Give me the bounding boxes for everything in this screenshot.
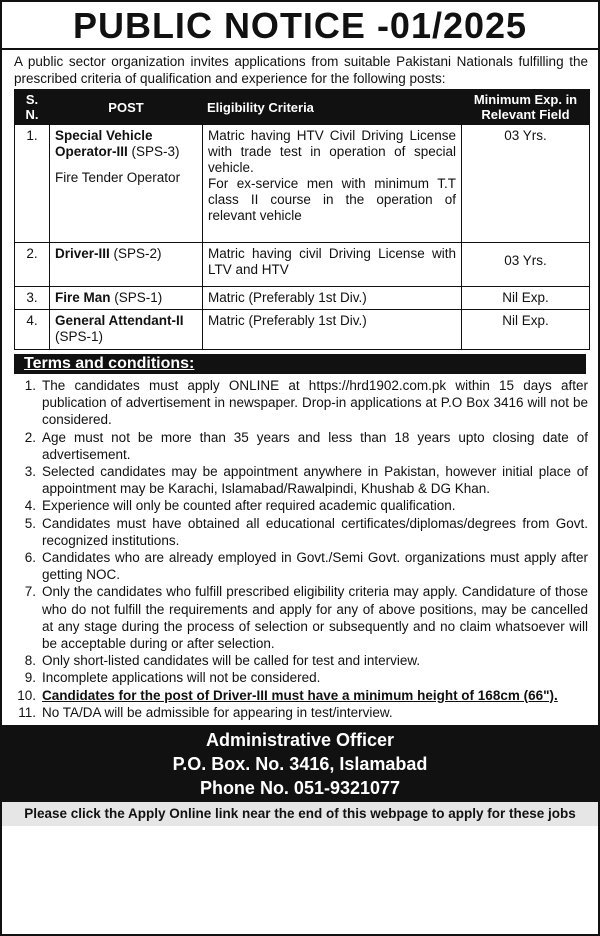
header-experience: Minimum Exp. in Relevant Field [462, 90, 590, 125]
post-subtitle: Fire Tender Operator [55, 170, 181, 185]
item-text: Candidates must have obtained all educational certificates/diplomas/degrees from Govt. recognized institutions. [42, 515, 588, 548]
item-text: Experience will only be counted after required academic qualification. [42, 498, 456, 514]
table-row [15, 287, 590, 310]
list-item [14, 377, 588, 429]
item-text: Only the candidates who fulfill prescribed eligibility criteria may apply. Candidature of those who do not fulfill the requirements and apply for any of above positions, may be cancelled at any stage during the process of selection or subsequently and no claim whatsoever will be acceptable during or after selection. [42, 584, 588, 652]
item-text: Incomplete applications will not be considered. [42, 670, 321, 686]
row-experience: 03 Yrs. [462, 125, 590, 243]
contact-footer [2, 725, 598, 800]
post-scale: (SPS-2) [109, 246, 162, 261]
row-sn: 1. [15, 125, 50, 243]
item-number: 10. [17, 687, 36, 703]
list-item [14, 497, 588, 514]
table-row [15, 310, 590, 350]
post-name: Driver-III [55, 246, 110, 261]
terms-heading: Terms and conditions: [24, 355, 195, 372]
experience-text: 03 Yrs. [504, 253, 547, 268]
row-criteria: Matric having civil Driving License with LTV and HTV [203, 243, 462, 287]
item-text: Candidates for the post of Driver-III must have a minimum height of 168cm (66"). [42, 687, 558, 703]
row-sn: 3. [15, 287, 50, 310]
criteria-text-2: For ex-service men with minimum T.T class II course in the operation of relevant vehicle [208, 176, 456, 223]
header-post: POST [50, 90, 203, 125]
item-text: Age must not be more than 35 years and less than 18 years upto closing date of advertisement. [42, 429, 588, 462]
row-post [50, 125, 203, 243]
apply-online-note: Please click the Apply Online link near the end of this webpage to apply for these jobs [2, 800, 598, 826]
intro-paragraph: A public sector organization invites applications from suitable Pakistani Nationals fulfilling the prescribed criteria of qualification and experience for the following posts: [14, 54, 588, 86]
item-number: 5. [24, 515, 36, 531]
row-post [50, 287, 203, 310]
post-scale: (SPS-1) [55, 329, 104, 344]
terms-list [2, 377, 598, 721]
item-number: 1. [24, 378, 36, 393]
item-text: No TA/DA will be admissible for appearing in test/interview. [42, 704, 393, 720]
post-name: Special Vehicle Operator-III [55, 128, 153, 159]
header-criteria: Eligibility Criteria [203, 90, 462, 125]
terms-heading-bar [14, 354, 586, 374]
list-item [14, 652, 588, 669]
item-text: The candidates must apply ONLINE at https://hrd1902.com.pk within 15 days after publication of advertisement in newspaper. Drop-in applications at P.O Box 3416 will not be considered. [42, 378, 588, 428]
criteria-text: Matric having HTV Civil Driving License with trade test in operation of special vehicle. [208, 128, 456, 175]
item-number: 2. [24, 429, 36, 445]
table-header-row [15, 90, 590, 125]
post-scale: (SPS-3) [127, 144, 180, 159]
footer-officer: Administrative Officer [205, 730, 395, 751]
row-criteria [203, 125, 462, 243]
row-criteria: Matric (Preferably 1st Div.) [203, 287, 462, 310]
list-item [14, 669, 588, 686]
row-experience: Nil Exp. [462, 310, 590, 350]
row-post [50, 310, 203, 350]
notice-title: PUBLIC NOTICE -01/2025 [2, 2, 598, 50]
row-experience: Nil Exp. [462, 287, 590, 310]
item-number: 3. [24, 464, 36, 480]
item-number: 4. [24, 498, 36, 514]
post-scale: (SPS-1) [110, 290, 163, 305]
list-item [14, 704, 588, 721]
table-row [15, 125, 590, 243]
row-sn: 4. [15, 310, 50, 350]
item-text: Candidates who are already employed in Govt./Semi Govt. organizations must apply after getting NOC. [42, 550, 588, 583]
row-post [50, 243, 203, 287]
header-sn: S. N. [15, 90, 50, 125]
post-name: Fire Man [55, 290, 111, 305]
item-number: 6. [24, 550, 36, 566]
list-item [14, 463, 588, 497]
list-item [14, 583, 588, 652]
item-number: 9. [24, 670, 36, 686]
posts-table [14, 89, 590, 350]
item-text: Selected candidates may be appointment anywhere in Pakistan, however initial place of appointment may be Karachi, Islamabad/Rawalpindi, Khushab & DG Khan. [42, 464, 588, 497]
row-criteria: Matric (Preferably 1st Div.) [203, 310, 462, 350]
list-item [14, 687, 588, 704]
footer-phone: Phone No. 051-9321077 [199, 778, 401, 799]
item-number: 11. [18, 704, 36, 720]
list-item [14, 429, 588, 463]
item-text: Only short-listed candidates will be called for test and interview. [42, 653, 421, 669]
row-experience [462, 243, 590, 287]
footer-address: P.O. Box. No. 3416, Islamabad [172, 754, 428, 775]
list-item [14, 549, 588, 583]
row-sn: 2. [15, 243, 50, 287]
list-item [14, 515, 588, 549]
item-number: 7. [24, 584, 36, 600]
table-row [15, 243, 590, 287]
item-number: 8. [24, 653, 36, 669]
post-name: General Attendant-II [55, 313, 184, 328]
